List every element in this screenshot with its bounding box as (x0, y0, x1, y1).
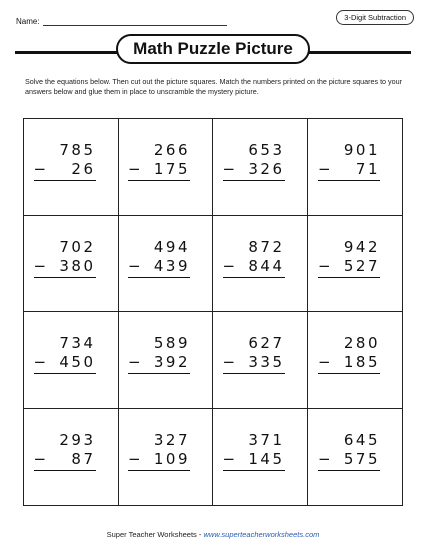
subtrahend-row (223, 160, 285, 179)
subtrahend-row (318, 353, 380, 372)
answer-line (34, 470, 96, 471)
problem-cell (119, 216, 214, 313)
minus-sign: − (33, 449, 49, 468)
minus-sign: − (318, 160, 334, 178)
minuend-row (34, 141, 96, 160)
minuend-row (318, 238, 380, 257)
minuend: 872 (248, 237, 285, 256)
answer-line (318, 373, 380, 374)
answer-line (128, 470, 190, 471)
minuend-row (34, 238, 96, 257)
minuend: 280 (343, 334, 380, 352)
answer-line (223, 470, 285, 471)
problem-cell (308, 312, 403, 409)
answer-line (318, 180, 380, 181)
subtraction-problem (318, 334, 380, 374)
subtraction-problem (223, 141, 285, 181)
subtrahend: 450 (59, 353, 96, 371)
subtrahend: 109 (153, 449, 190, 468)
minus-sign: − (33, 353, 49, 371)
subtrahend-row (128, 160, 190, 179)
minuend: 901 (343, 141, 380, 159)
subtrahend-row (318, 160, 380, 179)
problem-cell (308, 409, 403, 506)
subtraction-problem (318, 238, 380, 278)
subtraction-problem (34, 334, 96, 374)
subtrahend: 26 (71, 160, 96, 178)
minuend: 327 (153, 430, 190, 449)
answer-line (318, 277, 380, 278)
minuend-row (34, 334, 96, 353)
problem-cell (119, 119, 214, 216)
subtrahend-row (128, 257, 190, 276)
minuend-row (223, 141, 285, 160)
subtrahend-row (318, 450, 380, 469)
problem-cell (24, 216, 119, 313)
footer-link[interactable]: www.superteacherworksheets.com (203, 530, 320, 539)
minuend: 734 (59, 334, 96, 352)
answer-line (318, 470, 380, 471)
subtrahend-row (128, 450, 190, 469)
minus-sign: − (222, 353, 238, 371)
problem-cell (119, 409, 214, 506)
subtrahend-row (223, 353, 285, 372)
subtrahend: 71 (355, 160, 380, 178)
subtrahend-row (34, 257, 96, 276)
subtrahend: 145 (248, 449, 285, 468)
subtraction-problem (128, 238, 190, 278)
minus-sign: − (128, 256, 144, 275)
minus-sign: − (128, 160, 144, 178)
minuend: 653 (248, 141, 285, 159)
problem-cell (24, 119, 119, 216)
subtrahend: 87 (71, 449, 96, 468)
minuend: 371 (248, 430, 285, 449)
page-title-text: Math Puzzle Picture (133, 39, 293, 58)
subtrahend-row (128, 353, 190, 372)
problem-cell (308, 119, 403, 216)
answer-line (128, 373, 190, 374)
minuend-row (128, 431, 190, 450)
subtraction-problem (128, 141, 190, 181)
subtrahend: 527 (343, 256, 380, 275)
problem-grid (23, 118, 403, 506)
subtraction-problem (128, 334, 190, 374)
answer-line (128, 180, 190, 181)
subtraction-problem (34, 431, 96, 471)
answer-line (223, 277, 285, 278)
minus-sign: − (318, 353, 334, 371)
page-title (116, 34, 310, 64)
minuend-row (128, 334, 190, 353)
subtraction-problem (318, 431, 380, 471)
minus-sign: − (222, 256, 238, 275)
minuend-row (223, 334, 285, 353)
minuend: 785 (59, 141, 96, 159)
minus-sign: − (318, 449, 334, 468)
minuend-row (318, 141, 380, 160)
problem-cell (308, 216, 403, 313)
minuend-row (318, 431, 380, 450)
topic-badge: 3-Digit Subtraction (336, 10, 414, 25)
answer-line (223, 373, 285, 374)
subtraction-problem (128, 431, 190, 471)
answer-line (34, 373, 96, 374)
minuend: 645 (343, 430, 380, 449)
problem-cell (24, 409, 119, 506)
answer-line (34, 277, 96, 278)
minuend: 494 (153, 237, 190, 256)
subtraction-problem (318, 141, 380, 181)
subtrahend: 844 (248, 256, 285, 275)
minuend-row (223, 238, 285, 257)
minus-sign: − (128, 449, 144, 468)
problem-cell (213, 409, 308, 506)
subtrahend-row (34, 450, 96, 469)
subtrahend: 392 (153, 353, 190, 371)
instructions: Solve the equations below. Then cut out the picture squares. Match the numbers printed on the picture squares to your answers below and glue them in place to unscramble the mystery picture. (25, 77, 403, 96)
footer-separator: - (196, 530, 204, 539)
minuend: 627 (248, 334, 285, 352)
minuend: 293 (59, 430, 96, 449)
subtrahend-row (318, 257, 380, 276)
name-field[interactable] (16, 16, 227, 26)
subtrahend: 175 (153, 160, 190, 178)
minus-sign: − (33, 256, 49, 275)
minuend-row (128, 141, 190, 160)
minus-sign: − (128, 353, 144, 371)
subtrahend-row (223, 257, 285, 276)
subtrahend: 575 (343, 449, 380, 468)
subtrahend: 439 (153, 256, 190, 275)
minuend-row (34, 431, 96, 450)
footer (0, 530, 426, 539)
minuend-row (223, 431, 285, 450)
subtraction-problem (223, 238, 285, 278)
subtrahend: 335 (248, 353, 285, 371)
minus-sign: − (222, 449, 238, 468)
subtrahend: 326 (248, 160, 285, 178)
answer-line (223, 180, 285, 181)
minuend-row (318, 334, 380, 353)
minuend: 702 (59, 237, 96, 256)
minuend: 942 (343, 237, 380, 256)
minuend: 266 (153, 141, 190, 159)
problem-cell (24, 312, 119, 409)
subtraction-problem (34, 141, 96, 181)
subtraction-problem (223, 334, 285, 374)
problem-cell (213, 312, 308, 409)
problem-cell (213, 119, 308, 216)
minus-sign: − (33, 160, 49, 178)
subtraction-problem (223, 431, 285, 471)
answer-line (34, 180, 96, 181)
problem-cell (119, 312, 214, 409)
minus-sign: − (222, 160, 238, 178)
minuend-row (128, 238, 190, 257)
subtrahend: 380 (59, 256, 96, 275)
minuend: 589 (153, 334, 190, 352)
minus-sign: − (318, 256, 334, 275)
subtrahend-row (34, 353, 96, 372)
subtrahend-row (34, 160, 96, 179)
subtraction-problem (34, 238, 96, 278)
name-line[interactable] (43, 16, 227, 26)
subtrahend: 185 (343, 353, 380, 371)
footer-site: Super Teacher Worksheets (106, 530, 197, 539)
problem-cell (213, 216, 308, 313)
answer-line (128, 277, 190, 278)
name-label: Name: (16, 17, 40, 26)
subtrahend-row (223, 450, 285, 469)
